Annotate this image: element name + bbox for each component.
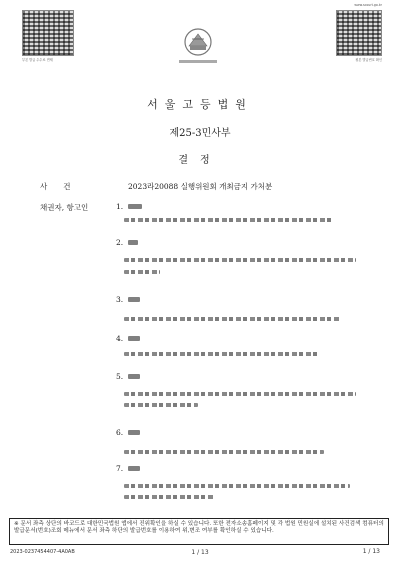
- redacted-name: [128, 466, 140, 471]
- item-number: 7.: [116, 464, 124, 473]
- barcode-right-caption-top: www.scourt.go.kr: [354, 3, 382, 7]
- redacted-address: [124, 352, 320, 356]
- court-department: 제25-3민사부: [169, 128, 231, 139]
- item-number: 5.: [116, 372, 124, 381]
- page-number: 1 / 13: [191, 549, 209, 556]
- redacted-address: [124, 270, 160, 274]
- item-number: 1.: [116, 202, 124, 211]
- redacted-name: [128, 336, 140, 341]
- document-title: 결정: [178, 155, 222, 166]
- court-name: 서울고등법원: [147, 98, 253, 111]
- redacted-address: [124, 403, 198, 407]
- case-value: 2023라20088 실행위원회 개최금지 가처분: [128, 182, 273, 191]
- redacted-name: [128, 240, 138, 245]
- barcode-right: [336, 10, 382, 56]
- item-number: 4.: [116, 334, 124, 343]
- item-number: 6.: [116, 428, 124, 437]
- barcode-right-caption-bottom: 원본 발급번호 확인: [355, 58, 382, 62]
- redacted-address: [124, 495, 214, 499]
- item-number: 2.: [116, 238, 124, 247]
- court-emblem-icon: [175, 28, 221, 68]
- redacted-address: [124, 317, 340, 321]
- footer-notice: ※ 문서 좌측 상단의 바코드로 대한민국법원 앱에서 진위확인을 하실 수 있습니다. 또한 전자소송홈페이지 및 각 법원 민원실에 설치된 사건검색 컴퓨터의 발급문서(번호)조회 메뉴에서 문서 좌측 하단의 발급번호를 이용하여 위,변조 여부를 확인하실 수 있습니다.: [14, 521, 384, 535]
- redacted-name: [128, 297, 140, 302]
- redacted-name: [128, 430, 140, 435]
- page-number-right: 1 / 13: [362, 548, 380, 555]
- redacted-address: [124, 450, 324, 454]
- issue-number: 2023-0237454407-4A0AB: [10, 549, 75, 555]
- redacted-name: [128, 374, 140, 379]
- barcode-left: [22, 10, 74, 56]
- case-label: 사건: [40, 182, 87, 191]
- redacted-address: [124, 218, 334, 222]
- item-number: 3.: [116, 295, 124, 304]
- redacted-address: [124, 392, 356, 396]
- barcode-left-caption: 부본 발급 수수료 면제: [22, 58, 53, 62]
- redacted-address: [124, 484, 350, 488]
- party-label: 채권자, 항고인: [40, 203, 89, 212]
- redacted-name: [128, 204, 142, 209]
- redacted-address: [124, 258, 356, 262]
